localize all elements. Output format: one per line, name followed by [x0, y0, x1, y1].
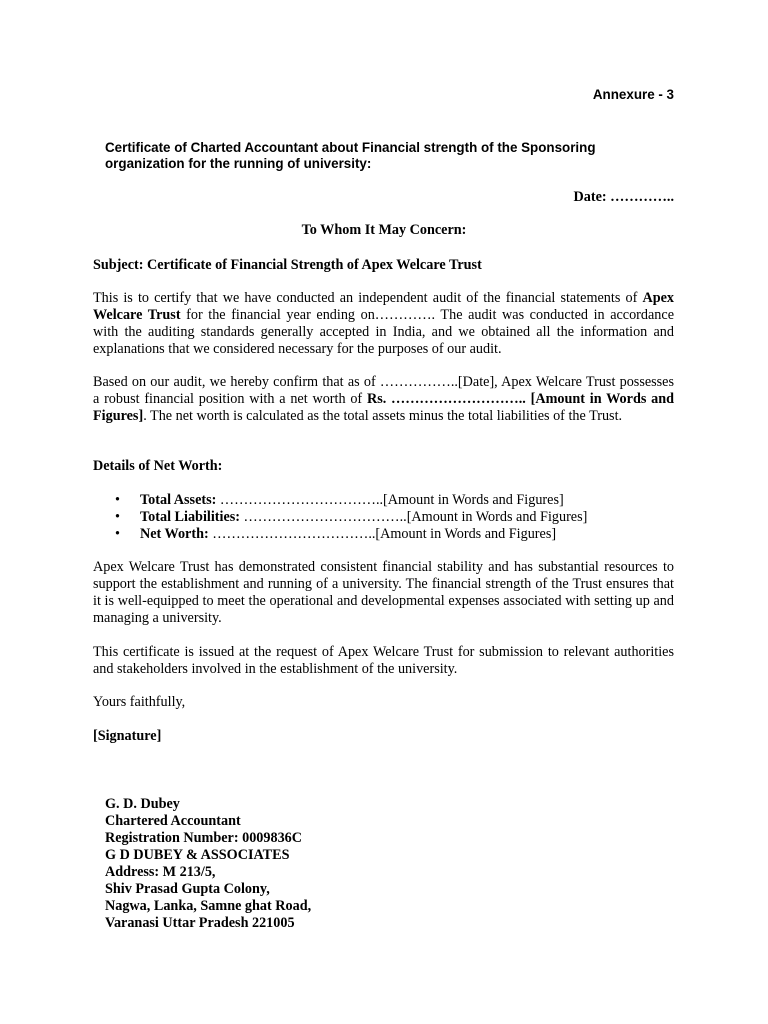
signatory-registration: Registration Number: 0009836C [105, 830, 303, 846]
detail-label: Net Worth: [140, 526, 209, 542]
signatory-address-4: Varanasi Uttar Pradesh 221005 [105, 915, 295, 931]
paragraph-audit-text-1: This is to certify that we have conducted an independent audit of the financial statements of [93, 290, 643, 306]
paragraph-net-worth-text-2: . The net worth is calculated as the total assets minus the total liabilities of the Trust. [143, 408, 623, 424]
paragraph-audit-text-2: for the financial year ending on…………. The audit was conducted in accordance with the auditing standards generally accepted in India, and we obtained all the information and explanations that we considered necessary for the purposes of our audit. [93, 307, 674, 357]
details-title: Details of Net Worth: [93, 458, 223, 474]
date-line: Date: ………….. [573, 189, 674, 205]
paragraph-audit [93, 290, 674, 358]
paragraph-net-worth [93, 374, 674, 425]
certificate-heading: Certificate of Charted Accountant about Financial strength of the Sponsoring organization for the running of university: [105, 140, 596, 171]
signature-placeholder: [Signature] [93, 728, 162, 744]
signatory-firm: G D DUBEY & ASSOCIATES [105, 847, 290, 863]
paragraph-net-worth-text-1: Based on our audit, we hereby confirm that as of ……………..[Date], Apex Welcare Trust possesses a robust financial position with a net worth of [93, 374, 674, 407]
net-worth-details-list [93, 492, 674, 543]
list-item-total-liabilities [93, 509, 674, 526]
paragraph-stability: Apex Welcare Trust has demonstrated consistent financial stability and has substantial resources to support the establishment and running of a university. The financial strength of the Trust ensures that it is well-equipped to meet the operational and developmental expenses associated with setting up and managing a university. [93, 559, 674, 626]
bullet-icon: • [115, 509, 120, 525]
detail-value: ……………………………..[Amount in Words and Figures] [239, 509, 588, 525]
signatory-address-1: Address: M 213/5, [105, 864, 216, 880]
bullet-icon: • [115, 492, 120, 508]
detail-label: Total Assets: [140, 492, 217, 508]
signatory-address-2: Shiv Prasad Gupta Colony, [105, 881, 270, 897]
subject-line: Subject: Certificate of Financial Strength of Apex Welcare Trust [93, 257, 482, 273]
paragraph-purpose: This certificate is issued at the request of Apex Welcare Trust for submission to relevant authorities and stakeholders involved in the establishment of the university. [93, 644, 674, 677]
annexure-label: Annexure - 3 [592, 87, 674, 102]
signatory-title: Chartered Accountant [105, 813, 241, 829]
detail-label: Total Liabilities: [140, 509, 240, 525]
list-item-net-worth [93, 526, 674, 543]
detail-value: ……………………………..[Amount in Words and Figures] [208, 526, 557, 542]
detail-value: ……………………………..[Amount in Words and Figures] [216, 492, 564, 508]
signatory-block [105, 796, 311, 932]
salutation: To Whom It May Concern: [301, 222, 467, 238]
paragraph-net-worth-amount: Rs. ……………………….. [Amount in Words and Figures] [93, 391, 675, 424]
closing-line: Yours faithfully, [93, 694, 186, 710]
paragraph-audit-trust-name: Apex Welcare Trust [93, 290, 674, 323]
list-item-total-assets [93, 492, 674, 509]
signatory-name: G. D. Dubey [105, 796, 180, 812]
signatory-address-3: Nagwa, Lanka, Samne ghat Road, [105, 898, 312, 914]
bullet-icon: • [115, 526, 120, 542]
